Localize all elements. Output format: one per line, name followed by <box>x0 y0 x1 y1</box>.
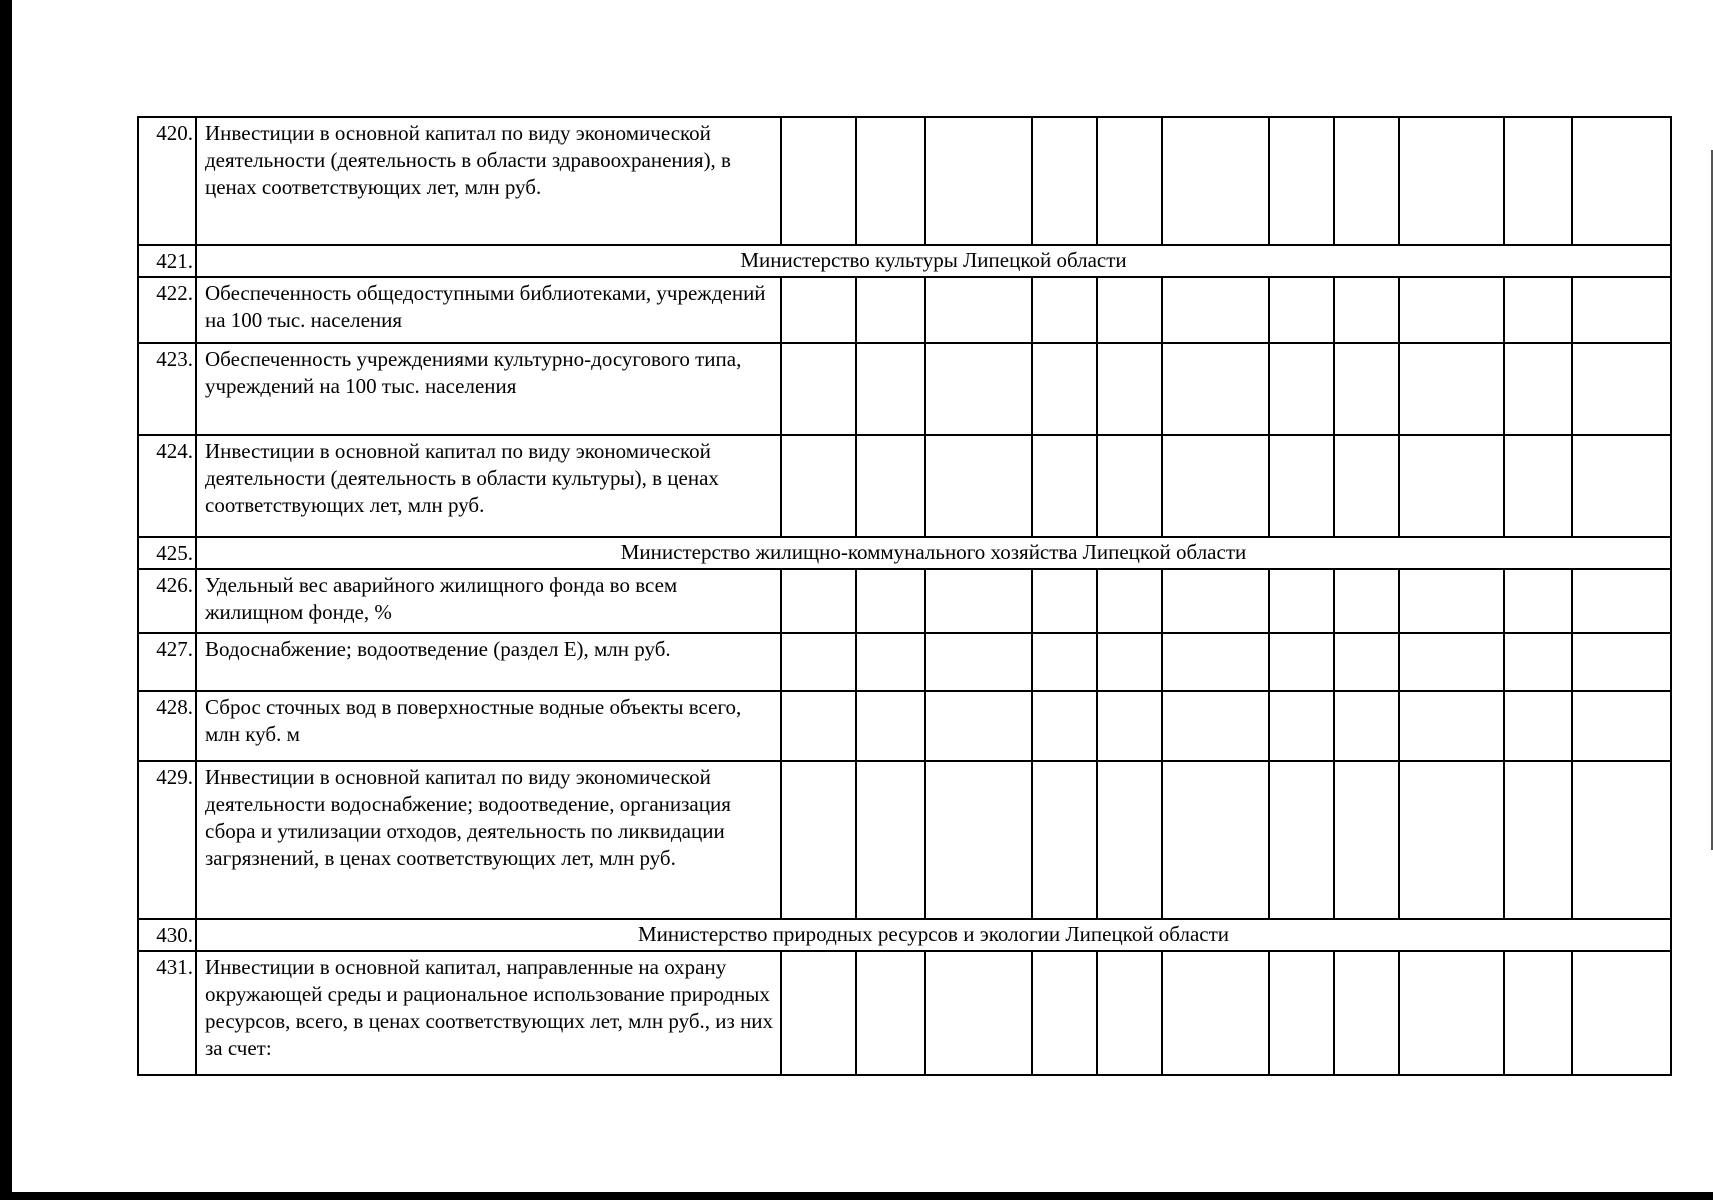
row-number: 426. <box>138 569 196 633</box>
value-cell[interactable] <box>1162 951 1269 1075</box>
value-cell[interactable] <box>925 691 1032 761</box>
indicator-table-body <box>138 117 1671 1075</box>
value-cell[interactable] <box>1269 951 1334 1075</box>
value-cell[interactable] <box>1399 435 1504 537</box>
value-cell[interactable] <box>781 761 856 919</box>
value-cell[interactable] <box>1032 691 1097 761</box>
value-cell[interactable] <box>1504 633 1572 691</box>
table-row <box>138 435 1671 537</box>
value-cell[interactable] <box>1399 343 1504 435</box>
value-cell[interactable] <box>1269 277 1334 343</box>
value-cell[interactable] <box>1097 761 1162 919</box>
value-cell[interactable] <box>1334 277 1399 343</box>
value-cell[interactable] <box>856 569 925 633</box>
value-cell[interactable] <box>1032 633 1097 691</box>
value-cell[interactable] <box>1097 277 1162 343</box>
value-cell[interactable] <box>856 761 925 919</box>
value-cell[interactable] <box>1097 569 1162 633</box>
row-number: 427. <box>138 633 196 691</box>
value-cell[interactable] <box>856 343 925 435</box>
value-cell[interactable] <box>925 633 1032 691</box>
indicator-name: Сброс сточных вод в поверхностные водные объекты всего, млн куб. м <box>196 691 781 761</box>
value-cell[interactable] <box>1334 569 1399 633</box>
value-cell[interactable] <box>1269 569 1334 633</box>
row-number: 431. <box>138 951 196 1075</box>
value-cell[interactable] <box>1032 435 1097 537</box>
value-cell[interactable] <box>1032 277 1097 343</box>
value-cell[interactable] <box>1399 761 1504 919</box>
value-cell[interactable] <box>1399 569 1504 633</box>
value-cell[interactable] <box>1572 761 1671 919</box>
row-number: 429. <box>138 761 196 919</box>
table-row <box>138 277 1671 343</box>
row-number: 423. <box>138 343 196 435</box>
table-row <box>138 569 1671 633</box>
section-title: Министерство культуры Липецкой области <box>196 245 1671 277</box>
value-cell[interactable] <box>1032 117 1097 245</box>
scan-edge-bottom <box>0 1192 1713 1200</box>
table-row <box>138 691 1671 761</box>
section-row <box>138 537 1671 569</box>
indicator-name: Инвестиции в основной капитал по виду экономической деятельности (деятельность в области здравоохранения), в ценах соответствующих лет, млн руб. <box>196 117 781 245</box>
section-row <box>138 245 1671 277</box>
table-row <box>138 343 1671 435</box>
value-cell[interactable] <box>1572 435 1671 537</box>
value-cell[interactable] <box>856 277 925 343</box>
value-cell[interactable] <box>1162 435 1269 537</box>
value-cell[interactable] <box>1504 435 1572 537</box>
row-number: 425. <box>138 537 196 569</box>
value-cell[interactable] <box>1162 343 1269 435</box>
value-cell[interactable] <box>1504 277 1572 343</box>
indicator-name: Водоснабжение; водоотведение (раздел Е), млн руб. <box>196 633 781 691</box>
value-cell[interactable] <box>1269 691 1334 761</box>
value-cell[interactable] <box>925 117 1032 245</box>
value-cell[interactable] <box>1032 761 1097 919</box>
value-cell[interactable] <box>1504 761 1572 919</box>
value-cell[interactable] <box>1269 117 1334 245</box>
value-cell[interactable] <box>781 435 856 537</box>
value-cell[interactable] <box>856 633 925 691</box>
value-cell[interactable] <box>1334 761 1399 919</box>
value-cell[interactable] <box>1399 633 1504 691</box>
indicator-name: Обеспеченность общедоступными библиотеками, учреждений на 100 тыс. населения <box>196 277 781 343</box>
section-row <box>138 919 1671 951</box>
indicator-name: Обеспеченность учреждениями культурно-досугового типа, учреждений на 100 тыс. населения <box>196 343 781 435</box>
value-cell[interactable] <box>781 117 856 245</box>
indicator-name: Инвестиции в основной капитал, направленные на охрану окружающей среды и рациональное использование природных ресурсов, всего, в ценах соответствующих лет, млн руб., из них за счет: <box>196 951 781 1075</box>
value-cell[interactable] <box>1572 691 1671 761</box>
value-cell[interactable] <box>1334 633 1399 691</box>
value-cell[interactable] <box>1334 691 1399 761</box>
value-cell[interactable] <box>1399 691 1504 761</box>
value-cell[interactable] <box>1162 691 1269 761</box>
value-cell[interactable] <box>781 633 856 691</box>
value-cell[interactable] <box>1097 691 1162 761</box>
value-cell[interactable] <box>1572 569 1671 633</box>
value-cell[interactable] <box>1572 633 1671 691</box>
value-cell[interactable] <box>1504 117 1572 245</box>
value-cell[interactable] <box>781 951 856 1075</box>
value-cell[interactable] <box>1504 691 1572 761</box>
value-cell[interactable] <box>1399 277 1504 343</box>
value-cell[interactable] <box>1572 343 1671 435</box>
value-cell[interactable] <box>1097 951 1162 1075</box>
value-cell[interactable] <box>1504 951 1572 1075</box>
value-cell[interactable] <box>1162 277 1269 343</box>
value-cell[interactable] <box>1097 117 1162 245</box>
value-cell[interactable] <box>1032 569 1097 633</box>
value-cell[interactable] <box>1162 633 1269 691</box>
value-cell[interactable] <box>1269 761 1334 919</box>
value-cell[interactable] <box>1572 951 1671 1075</box>
table-row <box>138 951 1671 1075</box>
value-cell[interactable] <box>856 435 925 537</box>
value-cell[interactable] <box>1162 761 1269 919</box>
value-cell[interactable] <box>1334 435 1399 537</box>
indicator-name: Инвестиции в основной капитал по виду экономической деятельности (деятельность в области культуры), в ценах соответствующих лет, млн руб. <box>196 435 781 537</box>
value-cell[interactable] <box>856 951 925 1075</box>
value-cell[interactable] <box>1162 569 1269 633</box>
value-cell[interactable] <box>1572 277 1671 343</box>
row-number: 421. <box>138 245 196 277</box>
value-cell[interactable] <box>925 951 1032 1075</box>
value-cell[interactable] <box>781 277 856 343</box>
value-cell[interactable] <box>1269 435 1334 537</box>
value-cell[interactable] <box>1162 117 1269 245</box>
section-title: Министерство жилищно-коммунального хозяйства Липецкой области <box>196 537 1671 569</box>
value-cell[interactable] <box>1097 343 1162 435</box>
row-number: 420. <box>138 117 196 245</box>
indicator-name: Удельный вес аварийного жилищного фонда во всем жилищном фонде, % <box>196 569 781 633</box>
value-cell[interactable] <box>1572 117 1671 245</box>
value-cell[interactable] <box>1032 343 1097 435</box>
value-cell[interactable] <box>1097 633 1162 691</box>
row-number: 422. <box>138 277 196 343</box>
row-number: 424. <box>138 435 196 537</box>
value-cell[interactable] <box>781 569 856 633</box>
value-cell[interactable] <box>781 343 856 435</box>
table-row <box>138 633 1671 691</box>
value-cell[interactable] <box>1399 117 1504 245</box>
value-cell[interactable] <box>925 761 1032 919</box>
value-cell[interactable] <box>925 277 1032 343</box>
indicator-table-wrapper <box>137 116 1670 1076</box>
value-cell[interactable] <box>925 343 1032 435</box>
value-cell[interactable] <box>1334 951 1399 1075</box>
value-cell[interactable] <box>1504 343 1572 435</box>
value-cell[interactable] <box>1097 435 1162 537</box>
value-cell[interactable] <box>856 691 925 761</box>
value-cell[interactable] <box>1334 117 1399 245</box>
value-cell[interactable] <box>1269 343 1334 435</box>
value-cell[interactable] <box>1334 343 1399 435</box>
indicator-table <box>137 116 1672 1076</box>
row-number: 428. <box>138 691 196 761</box>
section-title: Министерство природных ресурсов и экологии Липецкой области <box>196 919 1671 951</box>
value-cell[interactable] <box>1269 633 1334 691</box>
value-cell[interactable] <box>1032 951 1097 1075</box>
table-row <box>138 117 1671 245</box>
table-row <box>138 761 1671 919</box>
value-cell[interactable] <box>1504 569 1572 633</box>
value-cell[interactable] <box>925 435 1032 537</box>
value-cell[interactable] <box>856 117 925 245</box>
value-cell[interactable] <box>1399 951 1504 1075</box>
value-cell[interactable] <box>925 569 1032 633</box>
indicator-name: Инвестиции в основной капитал по виду экономической деятельности водоснабжение; водоотведение, организация сбора и утилизации отходов, деятельность по ликвидации загрязнений, в ценах соответствующих лет, млн руб. <box>196 761 781 919</box>
value-cell[interactable] <box>781 691 856 761</box>
row-number: 430. <box>138 919 196 951</box>
scan-edge-left <box>0 0 12 1200</box>
